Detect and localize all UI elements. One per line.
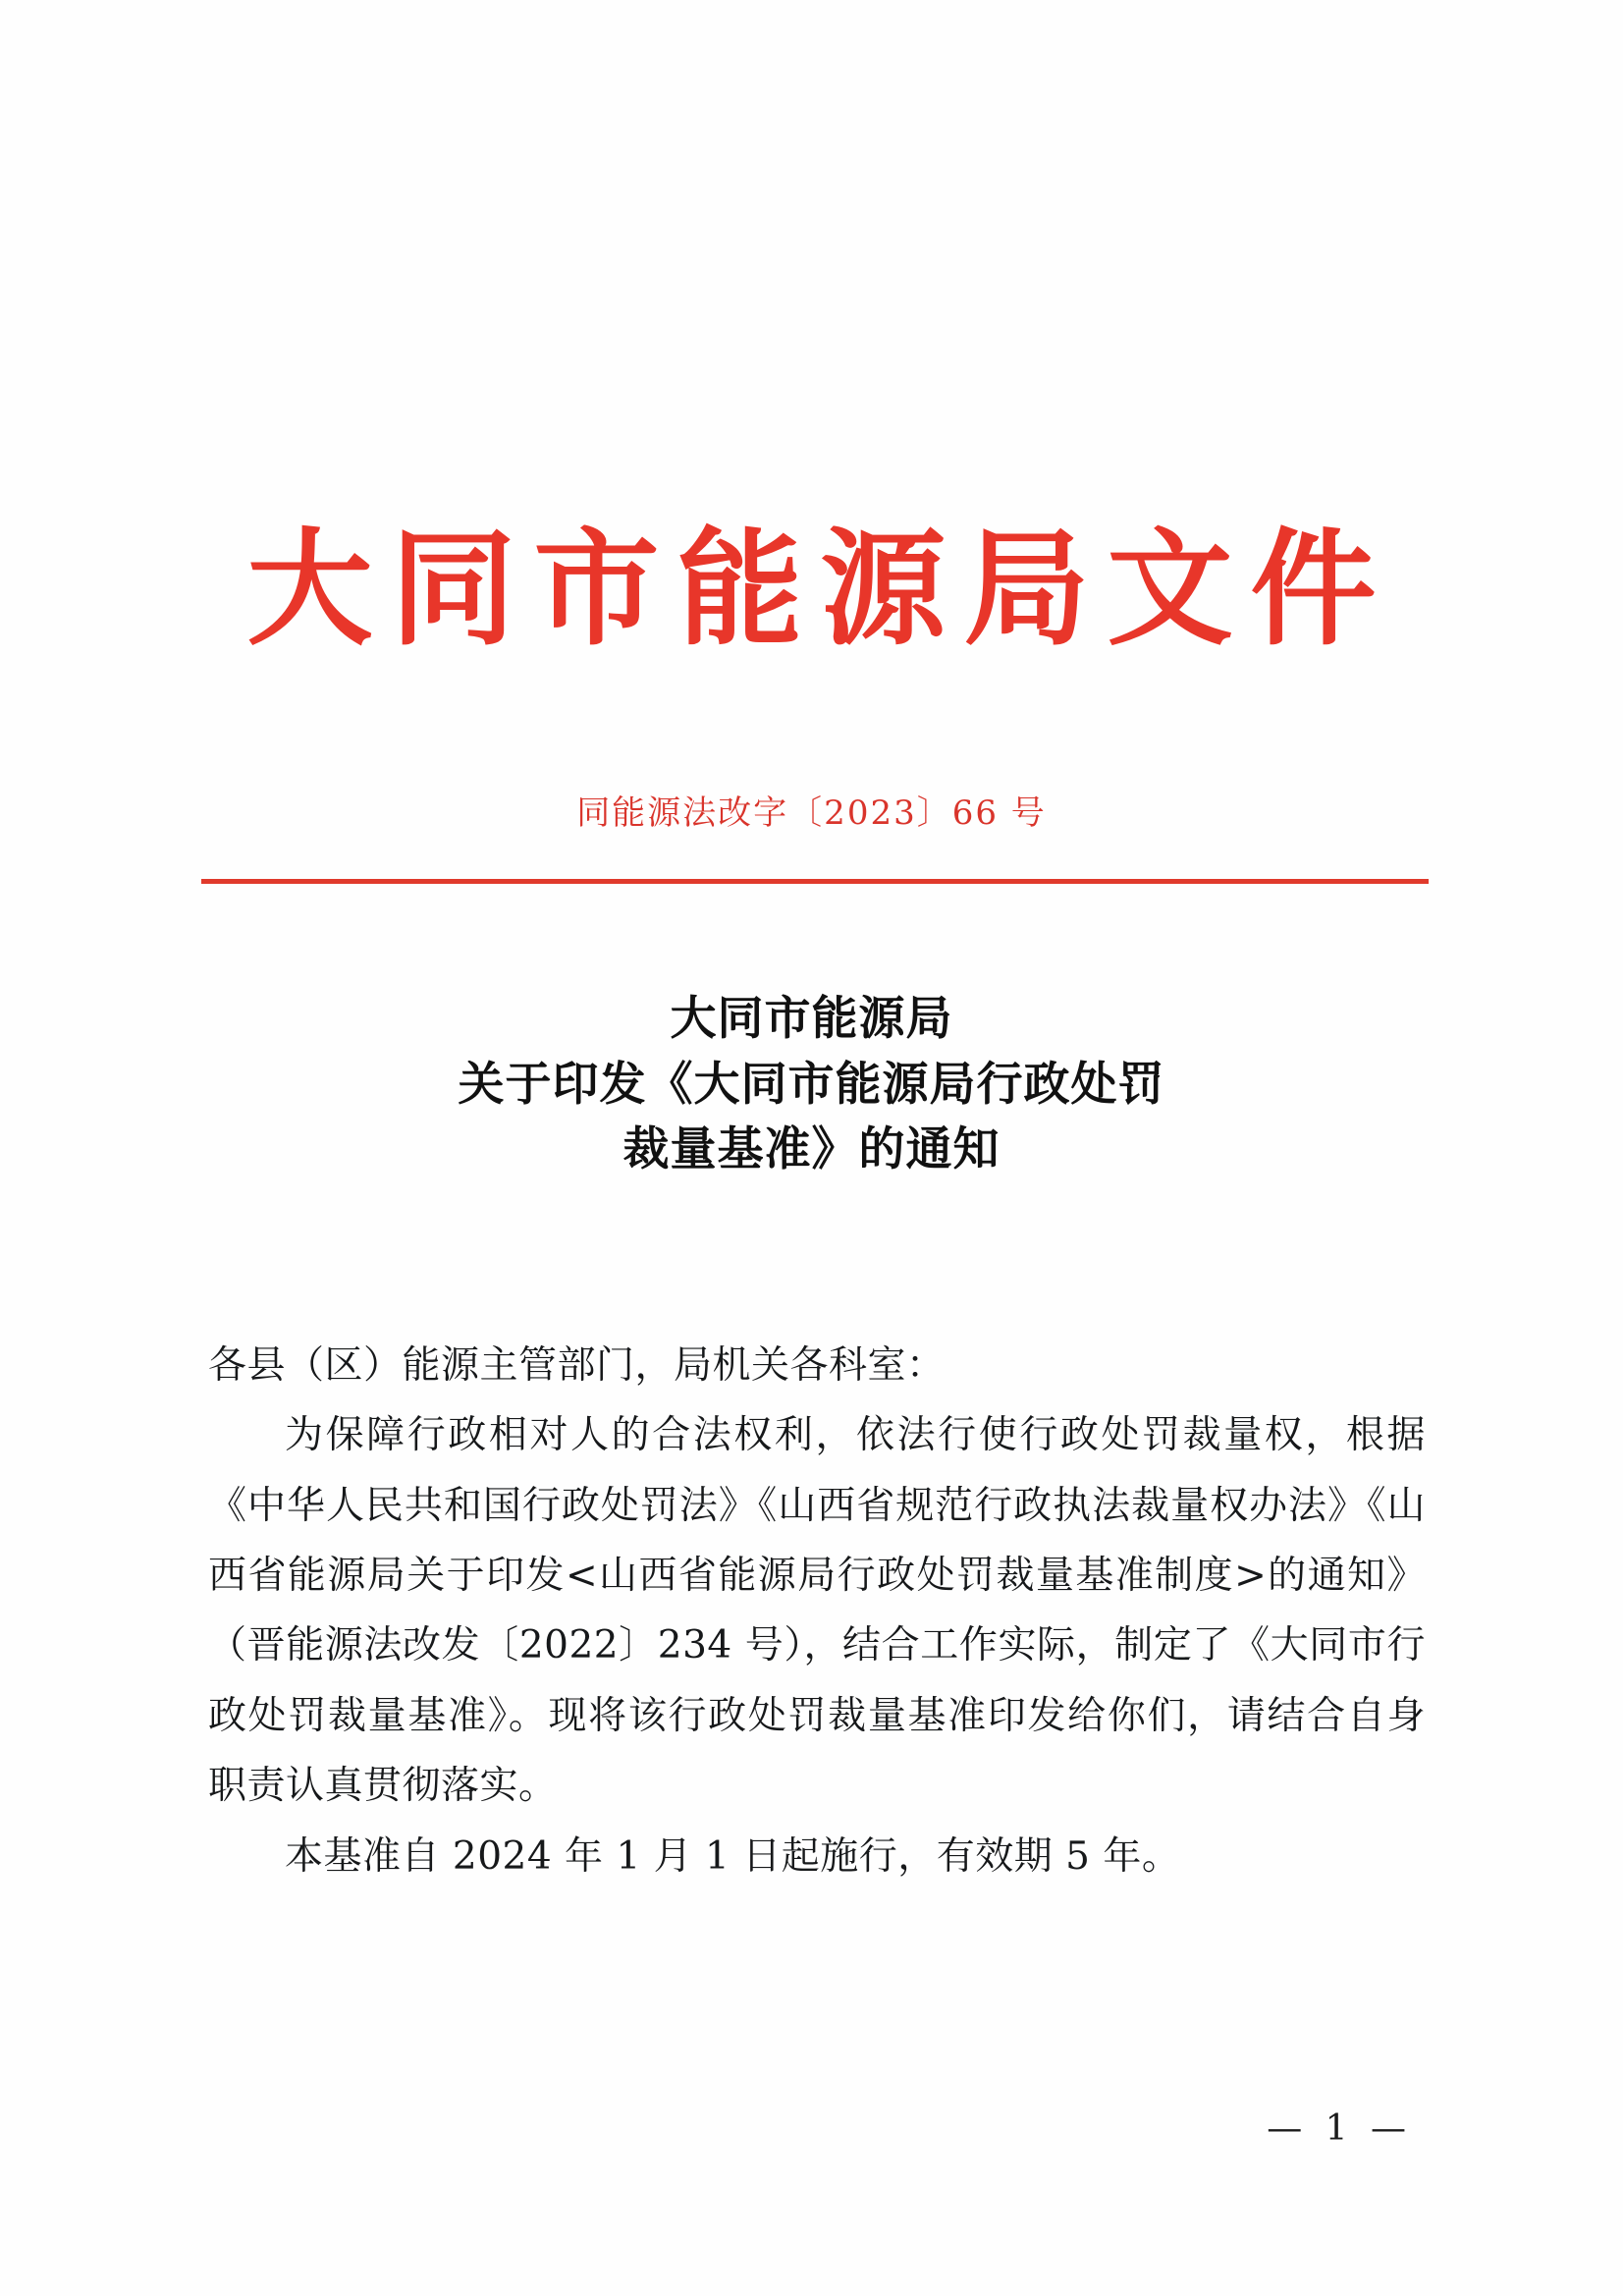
page-title-line-1: 大同市能源局 xyxy=(670,992,953,1046)
page-title-line-3: 裁量基准》的通知 xyxy=(622,1122,1001,1177)
page-title-line-2: 关于印发《大同市能源局行政处罚 xyxy=(458,1057,1165,1112)
red-divider-rule xyxy=(201,879,1429,884)
body-paragraph-1: 为保障行政相对人的合法权利，依法行使行政处罚裁量权，根据《中华人民共和国行政处罚法》《山西省规范行政执法裁量权办法》《山西省能源局关于印发<山西省能源局行政处罚裁量基准制度>的通知》（晋能源法改发〔2022〕234 号），结合工作实际，制定了《大同市行政处罚裁量基准》。现将该行政处罚裁量基准印发给你们，请结合自身职责认真贯彻落实。 xyxy=(208,1413,1426,1809)
document-number: 同能源法改字〔2023〕66 号 xyxy=(576,793,1047,833)
document-body xyxy=(208,1331,1426,1891)
page-title xyxy=(0,987,1623,1183)
salutation: 各县（区）能源主管部门，局机关各科室： xyxy=(208,1343,946,1388)
masthead xyxy=(0,516,1623,663)
masthead-title: 大同市能源局文件 xyxy=(246,516,1394,663)
body-paragraph-2: 本基准自 2024 年 1 月 1 日起施行，有效期 5 年。 xyxy=(285,1833,1181,1879)
page-number: — 1 — xyxy=(1267,2108,1412,2149)
